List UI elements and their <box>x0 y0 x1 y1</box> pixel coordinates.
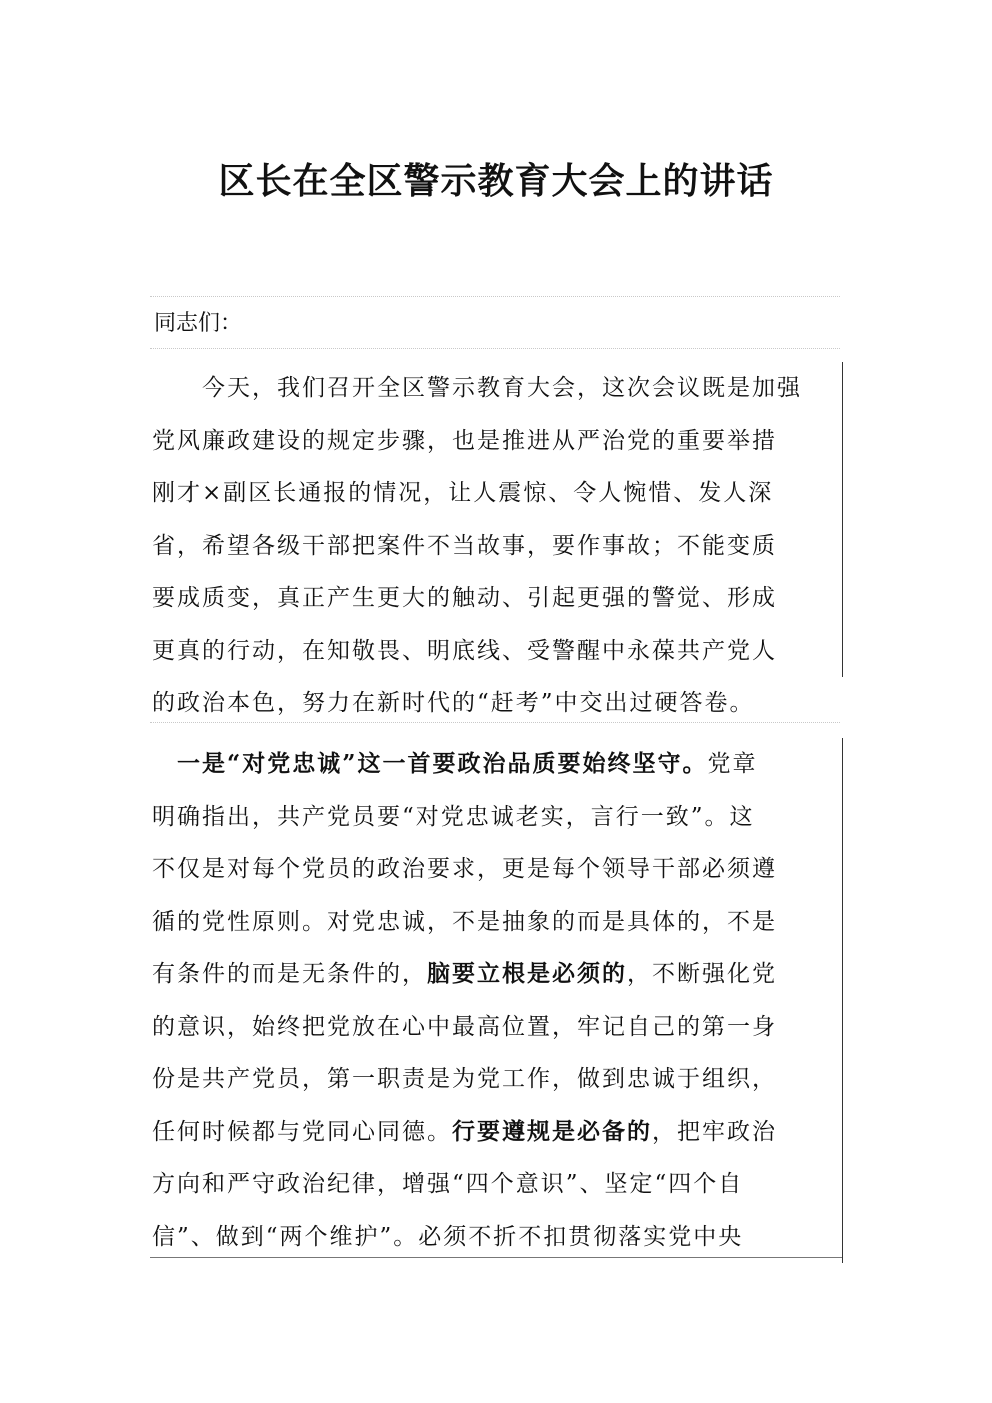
paragraph-2 <box>152 738 844 1263</box>
text-fragment: 党章 <box>707 751 758 777</box>
text-line: 刚才×副区长通报的情况，让人震惊、令人惋惜、发人深 <box>152 467 843 520</box>
bold-phrase: 行要遵规是必备的 <box>452 1117 652 1145</box>
text-line: 方向和严守政治纪律，增强“四个意识”、坚定“四个自 <box>152 1158 843 1211</box>
text-line <box>152 1106 843 1159</box>
text-line: 要成质变，真正产生更大的触动、引起更强的警觉、形成 <box>152 572 843 625</box>
text-line: 省，希望各级干部把案件不当故事，要作事故；不能变质 <box>152 520 843 573</box>
salutation: 同志们： <box>150 296 840 349</box>
text-line: 的意识，始终把党放在心中最高位置，牢记自己的第一身 <box>152 1001 843 1054</box>
text-line: 更真的行动，在知敬畏、明底线、受警醒中永葆共产党人 <box>152 625 843 678</box>
text-line: 的政治本色，努力在新时代的“赶考”中交出过硬答卷。 <box>152 690 755 716</box>
text-line <box>152 948 843 1001</box>
document-title: 区长在全区警示教育大会上的讲话 <box>218 161 774 202</box>
bold-phrase: 脑要立根是必须的 <box>427 960 627 987</box>
text-fragment: ，把牢政治 <box>652 1118 777 1145</box>
paragraph-divider <box>150 722 840 723</box>
text-line: 信”、做到“两个维护”。必须不折不扣贯彻落实党中央 <box>152 1211 843 1264</box>
text-line <box>152 738 843 791</box>
text-line: 今天，我们召开全区警示教育大会，这次会议既是加强 <box>152 362 843 415</box>
text-line: 党风廉政建设的规定步骤，也是推进从严治党的重要举措 <box>152 415 843 468</box>
bottom-rule <box>150 1257 842 1258</box>
text-line: 不仅是对每个党员的政治要求，更是每个领导干部必须遵 <box>152 843 843 896</box>
text-fragment: 任何时候都与党同心同德。 <box>152 1118 452 1145</box>
bold-heading: 一是“对党忠诚”这一首要政治品质要始终坚守。 <box>152 750 708 777</box>
text-line: 循的党性原则。对党忠诚，不是抽象的而是具体的，不是 <box>152 896 843 949</box>
text-line: 明确指出，共产党员要“对党忠诚老实，言行一致”。这 <box>152 791 843 844</box>
text-fragment: ，不断强化党 <box>627 961 777 987</box>
paragraph-1 <box>152 362 844 730</box>
text-fragment: 有条件的而是无条件的， <box>152 961 427 987</box>
text-line: 份是共产党员，第一职责是为党工作，做到忠诚于组织， <box>152 1053 843 1106</box>
